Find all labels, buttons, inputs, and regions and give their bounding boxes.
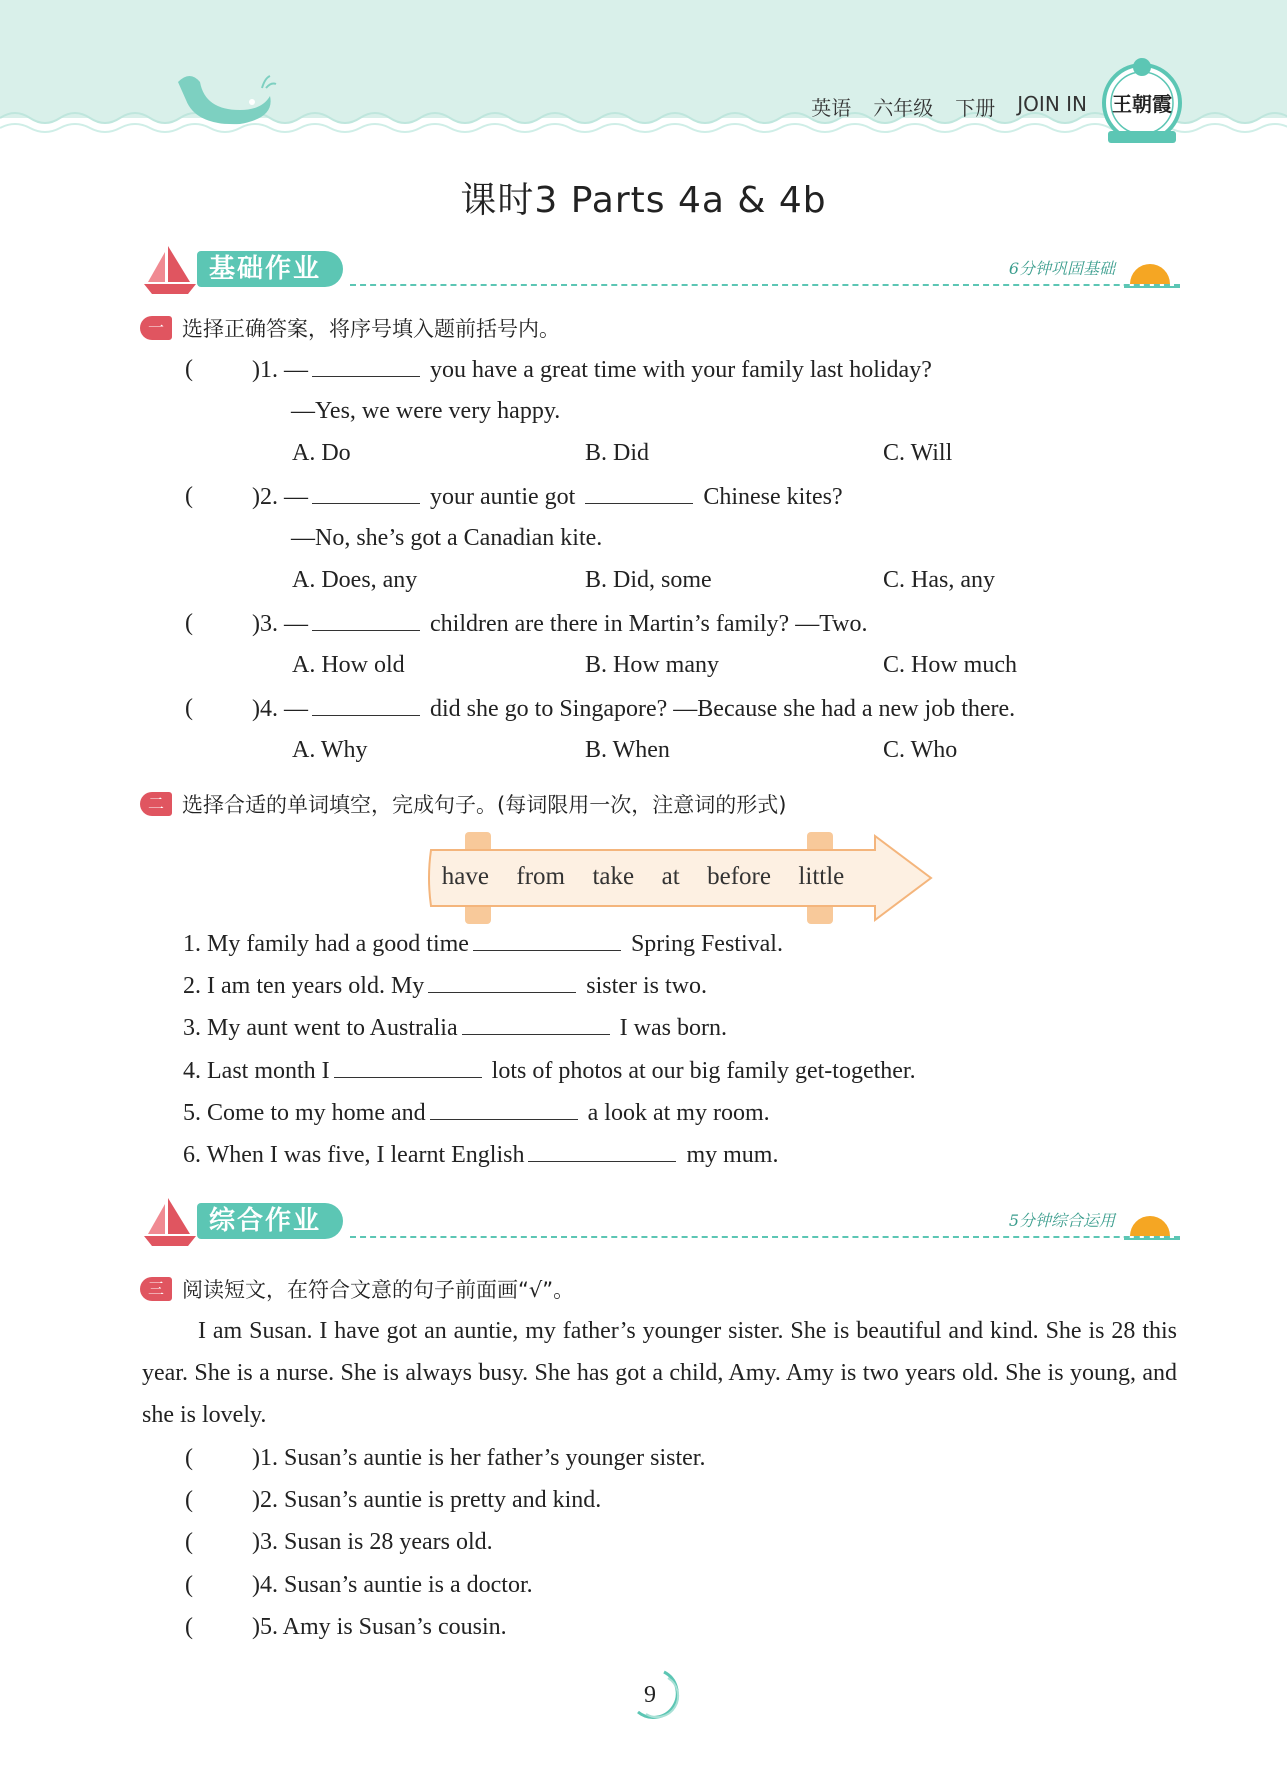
option: C. Has, any [883, 567, 995, 593]
part1-instruction: 选择正确答案，将序号填入题前括号内。 [182, 317, 560, 341]
word-bank [428, 857, 858, 897]
answer-paren[interactable]: ( [185, 1572, 193, 1598]
svg-text:王朝霞: 王朝霞 [1112, 92, 1172, 116]
p2-sentence: 1. My family had a good time Spring Festival. [183, 928, 783, 959]
part2-instruction: 选择合适的单词填空，完成句子。(每词限用一次，注意词的形式) [182, 793, 787, 817]
option: B. Did, some [585, 567, 712, 593]
answer-blank[interactable] [312, 354, 420, 377]
word-bank-item: little [798, 863, 845, 890]
brand-logo [1100, 55, 1185, 150]
sailboat-icon [140, 242, 200, 298]
part3-heading [140, 1274, 574, 1304]
answer-blank[interactable] [334, 1055, 482, 1078]
sun-icon [1124, 1208, 1180, 1244]
word-bank-item: take [592, 863, 635, 890]
answer-paren[interactable]: ( [185, 356, 193, 382]
p1-q2-answer: —No, she’s got a Canadian kite. [291, 525, 603, 551]
section-note-comprehensive: 5分钟综合运用 [1008, 1211, 1115, 1230]
section-note-basic: 6分钟巩固基础 [1008, 259, 1115, 278]
word-bank-item: before [707, 863, 771, 890]
answer-paren[interactable]: ( [185, 1614, 193, 1640]
p2-sentence: 6. When I was five, I learnt English my mum. [183, 1139, 778, 1170]
p2-sentence: 5. Come to my home and a look at my room. [183, 1097, 770, 1128]
answer-blank[interactable] [585, 481, 693, 504]
answer-blank[interactable] [428, 970, 576, 993]
p1-q1: )1. — you have a great time with your family last holiday? [252, 354, 932, 385]
answer-blank[interactable] [528, 1139, 676, 1162]
sailboat-icon [140, 1194, 200, 1250]
part3-number: 三 [140, 1277, 172, 1301]
option: B. How many [585, 652, 719, 678]
option: C. How much [883, 652, 1017, 678]
answer-blank[interactable] [462, 1012, 610, 1035]
section-banner-basic [140, 242, 1180, 298]
part1-number: 一 [140, 316, 172, 340]
header-grade: 六年级 [873, 96, 934, 120]
sun-icon [1124, 256, 1180, 292]
page-number: 9 [644, 1682, 656, 1708]
option: A. Why [292, 737, 368, 763]
word-bank-item: at [661, 863, 680, 890]
section-label-comprehensive: 综合作业 [197, 1203, 343, 1239]
section-divider [350, 284, 1180, 286]
p3-statement: )5. Amy is Susan’s cousin. [252, 1614, 507, 1640]
section-banner-comprehensive [140, 1194, 1180, 1250]
p3-statement: )4. Susan’s auntie is a doctor. [252, 1572, 533, 1598]
section-label-basic: 基础作业 [197, 251, 343, 287]
answer-paren[interactable]: ( [185, 1445, 193, 1471]
option: A. Do [292, 440, 351, 466]
answer-paren[interactable]: ( [185, 1487, 193, 1513]
part2-heading [140, 789, 786, 819]
answer-paren[interactable]: ( [185, 610, 193, 636]
answer-paren[interactable]: ( [185, 695, 193, 721]
option: C. Who [883, 737, 958, 763]
part3-instruction: 阅读短文，在符合文意的句子前面画“√”。 [182, 1278, 575, 1302]
p2-sentence: 2. I am ten years old. My sister is two. [183, 970, 707, 1001]
p1-q1-answer: —Yes, we were very happy. [291, 398, 561, 424]
answer-paren[interactable]: ( [185, 483, 193, 509]
answer-blank[interactable] [312, 481, 420, 504]
reading-passage: I am Susan. I have got an auntie, my father’s younger sister. She is beautiful and kind. She is 28 this year. She is a nurse. She is always busy. She has got a child, Amy. Amy is two years old. She is young, and she is lovely. [142, 1318, 1177, 1428]
p2-sentence: 4. Last month I lots of photos at our big family get-together. [183, 1055, 916, 1086]
answer-blank[interactable] [312, 608, 420, 631]
option: B. When [585, 737, 670, 763]
lesson-title: 课时3 Parts 4a & 4b [460, 180, 827, 221]
header-wave-band [0, 0, 1287, 150]
option: B. Did [585, 440, 650, 466]
answer-paren[interactable]: ( [185, 1529, 193, 1555]
answer-blank[interactable] [430, 1097, 578, 1120]
header-subject: 英语 [811, 96, 852, 120]
p3-statement: )1. Susan’s auntie is her father’s younger sister. [252, 1445, 706, 1471]
p3-statement: )3. Susan is 28 years old. [252, 1529, 493, 1555]
option: A. Does, any [292, 567, 418, 593]
p1-q3: )3. — children are there in Martin’s family? —Two. [252, 608, 868, 639]
p3-statement: )2. Susan’s auntie is pretty and kind. [252, 1487, 602, 1513]
p2-sentence: 3. My aunt went to Australia I was born. [183, 1012, 727, 1043]
word-bank-item: from [516, 863, 566, 890]
header-series: JOIN IN [1017, 92, 1087, 116]
word-bank-item: have [441, 863, 489, 890]
part1-heading [140, 313, 560, 343]
option: A. How old [292, 652, 405, 678]
p1-q4: )4. — did she go to Singapore? —Because she had a new job there. [252, 693, 1015, 724]
p1-q2: )2. — your auntie got Chinese kites? [252, 481, 843, 512]
answer-blank[interactable] [312, 693, 420, 716]
header-meta [811, 92, 1087, 121]
header-term: 下册 [955, 96, 996, 120]
answer-blank[interactable] [473, 928, 621, 951]
part2-number: 二 [140, 792, 172, 816]
section-divider [350, 1236, 1180, 1238]
option: C. Will [883, 440, 953, 466]
